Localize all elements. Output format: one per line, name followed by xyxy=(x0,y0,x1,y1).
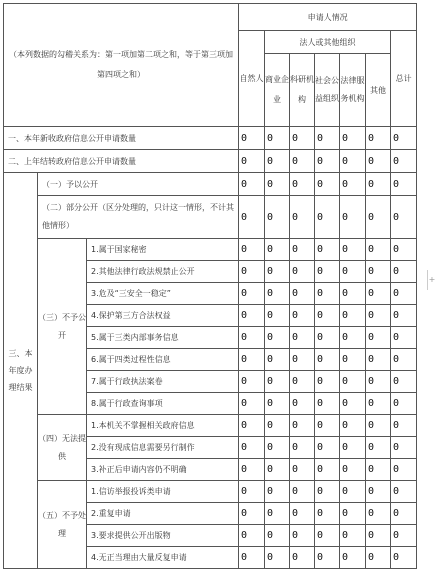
cell-total: 0 xyxy=(391,283,417,305)
cell-total: 0 xyxy=(391,459,417,481)
cell-commercial: 0 xyxy=(265,481,290,503)
cell-other: 0 xyxy=(366,481,391,503)
cell-other: 0 xyxy=(366,283,391,305)
cell-other: 0 xyxy=(366,327,391,349)
cell-commercial: 0 xyxy=(265,393,290,415)
cell-legal-service: 0 xyxy=(340,150,366,173)
row-label: 一、本年新收政府信息公开申请数量 xyxy=(4,127,239,150)
cell-total: 0 xyxy=(391,349,417,371)
group3-label: （三）不予公开 xyxy=(38,239,87,415)
cell-other: 0 xyxy=(366,393,391,415)
cell-natural: 0 xyxy=(239,173,265,196)
cell-legal-service: 0 xyxy=(340,261,366,283)
cell-commercial: 0 xyxy=(265,437,290,459)
cell-legal-service: 0 xyxy=(340,415,366,437)
cell-research: 0 xyxy=(290,305,315,327)
row-label: 2.没有现成信息需要另行制作 xyxy=(87,437,239,459)
cell-social: 0 xyxy=(315,503,340,525)
cell-commercial: 0 xyxy=(265,150,290,173)
table-note: （本列数据的勾稽关系为：第一项加第二项之和，等于第三项加第四项之和） xyxy=(4,4,239,127)
cell-social: 0 xyxy=(315,349,340,371)
row-label: 2.重复申请 xyxy=(87,503,239,525)
cell-research: 0 xyxy=(290,503,315,525)
cell-total: 0 xyxy=(391,547,417,569)
cell-social: 0 xyxy=(315,127,340,150)
row-label: 1.属于国家秘密 xyxy=(87,239,239,261)
cell-research: 0 xyxy=(290,459,315,481)
row-label: 4.无正当理由大量反复申请 xyxy=(87,547,239,569)
cell-legal-service: 0 xyxy=(340,503,366,525)
row-label: 6.属于四类过程性信息 xyxy=(87,349,239,371)
cell-legal-service: 0 xyxy=(340,173,366,196)
group5-label: （五）不予处理 xyxy=(38,481,87,569)
cell-other: 0 xyxy=(366,459,391,481)
cell-research: 0 xyxy=(290,349,315,371)
cell-commercial: 0 xyxy=(265,196,290,239)
cell-social: 0 xyxy=(315,415,340,437)
cell-social: 0 xyxy=(315,261,340,283)
cell-commercial: 0 xyxy=(265,327,290,349)
cell-legal-service: 0 xyxy=(340,393,366,415)
cell-research: 0 xyxy=(290,196,315,239)
row-label: 1.本机关不掌握相关政府信息 xyxy=(87,415,239,437)
cell-commercial: 0 xyxy=(265,261,290,283)
cell-social: 0 xyxy=(315,371,340,393)
cell-natural: 0 xyxy=(239,481,265,503)
applicant-info-header: 申请人情况 xyxy=(239,4,417,31)
cell-natural: 0 xyxy=(239,415,265,437)
cell-natural: 0 xyxy=(239,196,265,239)
cell-natural: 0 xyxy=(239,437,265,459)
cell-total: 0 xyxy=(391,371,417,393)
cell-research: 0 xyxy=(290,283,315,305)
cell-other: 0 xyxy=(366,305,391,327)
cell-legal-service: 0 xyxy=(340,349,366,371)
cell-natural: 0 xyxy=(239,305,265,327)
cell-other: 0 xyxy=(366,261,391,283)
social-header: 社会公益组织 xyxy=(315,54,340,127)
cell-other: 0 xyxy=(366,547,391,569)
cell-natural: 0 xyxy=(239,327,265,349)
cell-research: 0 xyxy=(290,239,315,261)
cell-social: 0 xyxy=(315,239,340,261)
table-row xyxy=(4,415,417,437)
natural-person-header: 自然人 xyxy=(239,31,265,127)
cell-total: 0 xyxy=(391,305,417,327)
cell-total: 0 xyxy=(391,127,417,150)
cell-commercial: 0 xyxy=(265,127,290,150)
cell-research: 0 xyxy=(290,393,315,415)
row-label: （二）部分公开（区分处理的，只计这一情形，不计其他情形） xyxy=(38,196,239,239)
cell-social: 0 xyxy=(315,393,340,415)
table-row xyxy=(4,173,417,196)
cell-total: 0 xyxy=(391,481,417,503)
cell-natural: 0 xyxy=(239,261,265,283)
cell-commercial: 0 xyxy=(265,503,290,525)
cell-legal-service: 0 xyxy=(340,525,366,547)
research-header: 科研机构 xyxy=(290,54,315,127)
cell-social: 0 xyxy=(315,459,340,481)
cell-legal-service: 0 xyxy=(340,459,366,481)
cell-legal-service: 0 xyxy=(340,371,366,393)
row-label: 8.属于行政查询事项 xyxy=(87,393,239,415)
cell-research: 0 xyxy=(290,150,315,173)
cell-social: 0 xyxy=(315,196,340,239)
cell-other: 0 xyxy=(366,196,391,239)
cell-legal-service: 0 xyxy=(340,547,366,569)
cell-research: 0 xyxy=(290,525,315,547)
expand-handle-icon[interactable]: + xyxy=(427,270,436,290)
cell-natural: 0 xyxy=(239,150,265,173)
cell-other: 0 xyxy=(366,150,391,173)
cell-total: 0 xyxy=(391,525,417,547)
cell-social: 0 xyxy=(315,481,340,503)
table-row xyxy=(4,127,417,150)
cell-research: 0 xyxy=(290,415,315,437)
cell-commercial: 0 xyxy=(265,239,290,261)
row-label: 二、上年结转政府信息公开申请数量 xyxy=(4,150,239,173)
cell-social: 0 xyxy=(315,327,340,349)
cell-social: 0 xyxy=(315,437,340,459)
cell-other: 0 xyxy=(366,349,391,371)
cell-research: 0 xyxy=(290,437,315,459)
cell-other: 0 xyxy=(366,415,391,437)
cell-legal-service: 0 xyxy=(340,127,366,150)
cell-legal-service: 0 xyxy=(340,305,366,327)
cell-social: 0 xyxy=(315,305,340,327)
table-row xyxy=(4,196,417,239)
cell-other: 0 xyxy=(366,437,391,459)
row-label: 3.补正后申请内容仍不明确 xyxy=(87,459,239,481)
cell-commercial: 0 xyxy=(265,173,290,196)
cell-other: 0 xyxy=(366,173,391,196)
cell-total: 0 xyxy=(391,415,417,437)
cell-other: 0 xyxy=(366,503,391,525)
cell-natural: 0 xyxy=(239,525,265,547)
cell-legal-service: 0 xyxy=(340,481,366,503)
cell-legal-service: 0 xyxy=(340,239,366,261)
cell-natural: 0 xyxy=(239,349,265,371)
cell-other: 0 xyxy=(366,127,391,150)
cell-natural: 0 xyxy=(239,239,265,261)
cell-total: 0 xyxy=(391,437,417,459)
cell-total: 0 xyxy=(391,327,417,349)
cell-research: 0 xyxy=(290,127,315,150)
cell-research: 0 xyxy=(290,173,315,196)
cell-total: 0 xyxy=(391,261,417,283)
table-row xyxy=(4,239,417,261)
cell-other: 0 xyxy=(366,525,391,547)
cell-research: 0 xyxy=(290,371,315,393)
cell-total: 0 xyxy=(391,503,417,525)
cell-commercial: 0 xyxy=(265,305,290,327)
cell-research: 0 xyxy=(290,547,315,569)
cell-other: 0 xyxy=(366,239,391,261)
cell-social: 0 xyxy=(315,547,340,569)
cell-natural: 0 xyxy=(239,393,265,415)
row-label: 2.其他法律行政法规禁止公开 xyxy=(87,261,239,283)
cell-commercial: 0 xyxy=(265,349,290,371)
cell-total: 0 xyxy=(391,239,417,261)
row-label: 5.属于三类内部事务信息 xyxy=(87,327,239,349)
cell-social: 0 xyxy=(315,525,340,547)
table-row xyxy=(4,150,417,173)
cell-total: 0 xyxy=(391,393,417,415)
group4-label: （四）无法提供 xyxy=(38,415,87,481)
cell-research: 0 xyxy=(290,481,315,503)
cell-natural: 0 xyxy=(239,547,265,569)
legal-group-header: 法人或其他组织 xyxy=(265,31,391,54)
row-label: （一）予以公开 xyxy=(38,173,239,196)
cell-commercial: 0 xyxy=(265,283,290,305)
cell-total: 0 xyxy=(391,196,417,239)
cell-social: 0 xyxy=(315,150,340,173)
row-label: 1.信访举报投诉类申请 xyxy=(87,481,239,503)
row-label: 7.属于行政执法案卷 xyxy=(87,371,239,393)
cell-other: 0 xyxy=(366,371,391,393)
cell-social: 0 xyxy=(315,283,340,305)
cell-commercial: 0 xyxy=(265,415,290,437)
cell-natural: 0 xyxy=(239,503,265,525)
legal-service-header: 法律服务机构 xyxy=(340,54,366,127)
cell-research: 0 xyxy=(290,261,315,283)
cell-social: 0 xyxy=(315,173,340,196)
other-header: 其他 xyxy=(366,54,391,127)
cell-natural: 0 xyxy=(239,459,265,481)
table-row xyxy=(4,481,417,503)
cell-natural: 0 xyxy=(239,127,265,150)
cell-legal-service: 0 xyxy=(340,196,366,239)
cell-commercial: 0 xyxy=(265,371,290,393)
cell-legal-service: 0 xyxy=(340,283,366,305)
cell-commercial: 0 xyxy=(265,547,290,569)
cell-research: 0 xyxy=(290,327,315,349)
cell-commercial: 0 xyxy=(265,525,290,547)
cell-commercial: 0 xyxy=(265,459,290,481)
cell-natural: 0 xyxy=(239,371,265,393)
row-label: 4.保护第三方合法权益 xyxy=(87,305,239,327)
cell-legal-service: 0 xyxy=(340,437,366,459)
row-label: 3.危及“三安全一稳定” xyxy=(87,283,239,305)
cell-natural: 0 xyxy=(239,283,265,305)
cell-total: 0 xyxy=(391,173,417,196)
row-label: 3.要求提供公开出版物 xyxy=(87,525,239,547)
cell-legal-service: 0 xyxy=(340,327,366,349)
section3-label: 三、本年度办理结果 xyxy=(4,173,38,569)
cell-total: 0 xyxy=(391,150,417,173)
total-header: 总计 xyxy=(391,31,417,127)
government-info-disclosure-table xyxy=(3,3,417,569)
commercial-header: 商业企业 xyxy=(265,54,290,127)
